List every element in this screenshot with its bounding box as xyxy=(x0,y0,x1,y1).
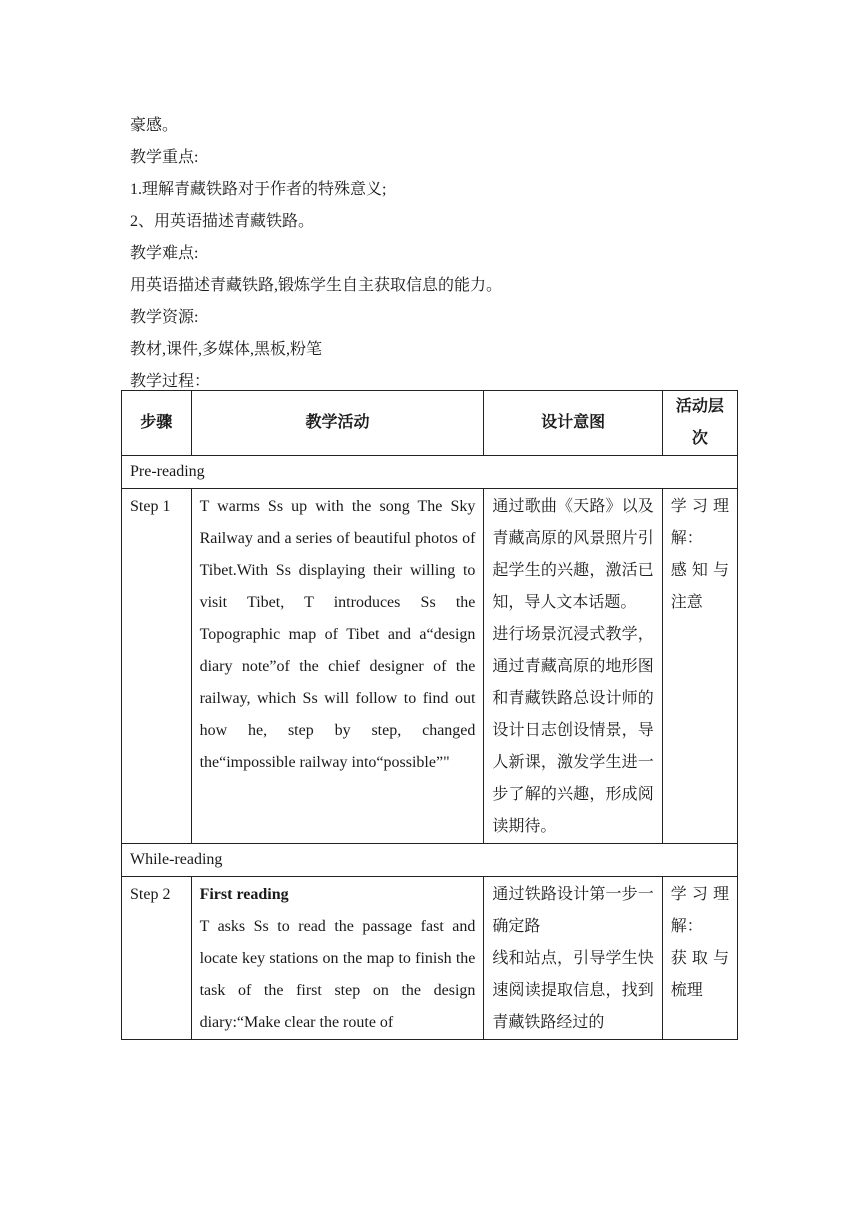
intent-paragraph: 线和站点，引导学生快速阅读提取信息，找到青藏铁路经过的 xyxy=(492,950,654,1031)
level-text: 获取与梳理 xyxy=(670,950,729,999)
lesson-process-table xyxy=(121,390,738,1040)
intro-line: 教学难点: xyxy=(130,245,199,262)
section-title: While-reading xyxy=(122,844,738,877)
header-intent: 设计意图 xyxy=(484,391,662,456)
intro-line: 教材,课件,多媒体,黑板,粉笔 xyxy=(130,341,323,358)
intent-cell xyxy=(484,489,662,844)
intro-line: 1.理解青藏铁路对于作者的特殊意义; xyxy=(130,181,387,198)
activity-text: T asks Ss to read the passage fast and locate key stations on the map to finish the task of the first step on the design diary:“Make clear the route of xyxy=(199,918,476,1031)
intro-line: 教学资源: xyxy=(130,309,199,326)
activity-cell: T warms Ss up with the song The Sky Railway and a series of beautiful photos of Tibet.With Ss displaying their willing to visit Tibet, T introduces Ss the Topographic map of Tibet and a“design diary note”of the chief designer of the railway, which Ss will follow to find out how he, step by step, changed the“impossible railway into“possible”" xyxy=(191,489,484,844)
intro-line: 豪感。 xyxy=(130,117,179,134)
level-text: 感知与注意 xyxy=(670,562,729,611)
intent-cell xyxy=(484,877,662,1040)
intent-paragraph: 进行场景沉浸式教学，通过青藏高原的地形图和青藏铁路总设计师的设计日志创设情景，导人新课，激发学生进一步了解的兴趣，形成阅读期待。 xyxy=(492,626,654,835)
intent-paragraph: 通过歌曲《天路》以及青藏高原的风景照片引起学生的兴趣，激活已知，导人文本话题。 xyxy=(492,498,654,611)
header-level: 活动层次 xyxy=(662,391,737,456)
intro-line: 教学过程： xyxy=(130,373,211,390)
step-cell: Step 1 xyxy=(122,489,192,844)
intent-paragraph: 通过铁路设计第一步一确定路 xyxy=(492,886,654,935)
section-row xyxy=(122,456,738,489)
section-title: Pre-reading xyxy=(122,456,738,489)
activity-cell xyxy=(191,877,484,1040)
intro-line: 用英语描述青藏铁路,锻炼学生自主获取信息的能力。 xyxy=(130,277,503,294)
intro-line: 2、用英语描述青藏铁路。 xyxy=(130,213,315,230)
table-row xyxy=(122,877,738,1040)
intro-text xyxy=(130,110,740,398)
header-step: 步骤 xyxy=(122,391,192,456)
table-header-row xyxy=(122,391,738,456)
section-row xyxy=(122,844,738,877)
activity-heading: First reading xyxy=(199,886,289,903)
level-cell xyxy=(662,489,737,844)
header-activity: 教学活动 xyxy=(191,391,484,456)
intro-line: 教学重点: xyxy=(130,149,199,166)
step-cell: Step 2 xyxy=(122,877,192,1040)
table-row xyxy=(122,489,738,844)
level-cell xyxy=(662,877,737,1040)
level-text: 学习理解： xyxy=(670,886,729,935)
level-text: 学习理解： xyxy=(670,498,729,547)
